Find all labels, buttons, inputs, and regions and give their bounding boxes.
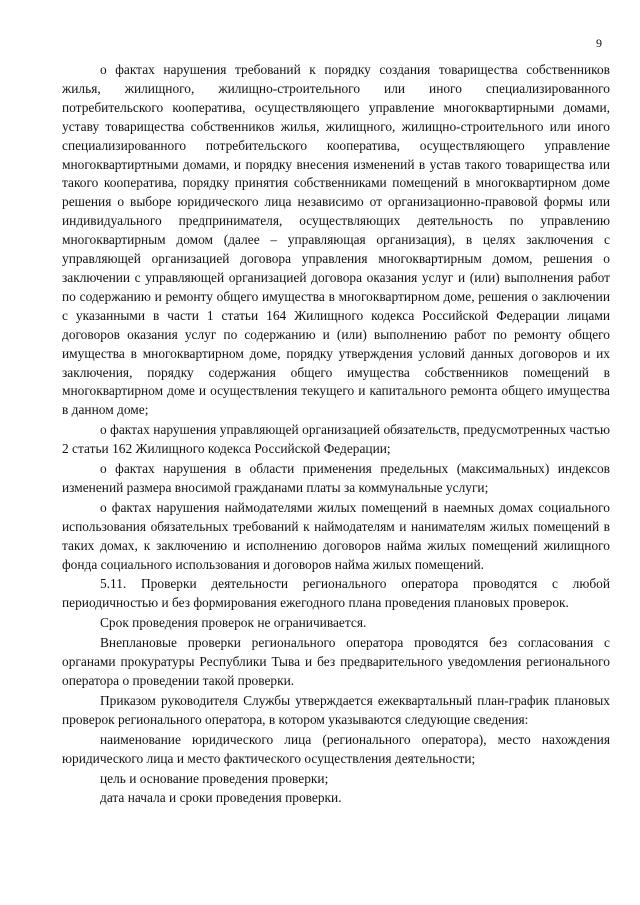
paragraph-plan-item-dates: дата начала и сроки проведения проверки. [100, 790, 342, 806]
paragraph-violations-landlords: о фактах нарушения наймодателями жилых помещений в наемных домах социального использования обязательных требований к наймодателям и нанимателям жилых помещений в таких домах, к заключению и исполнению договоров найма жилых помещений жилищного фонда социального использования и договоров найма жилых помещений. [62, 499, 610, 572]
paragraph-plan-item-name: наименование юридического лица (регионального оператора), место нахождения юридического лица и место фактического осуществления деятельности; [62, 731, 610, 766]
paragraph-violations-utility-index: о фактах нарушения в области применения предельных (максимальных) индексов изменений размера вносимой гражданами платы за коммунальные услуги; [62, 461, 610, 495]
page-number: 9 [596, 36, 602, 50]
paragraph-quarterly-plan: Приказом руководителя Службы утверждается ежеквартальный план-график плановых проверок регионального оператора, в котором указываются следующие сведения: [62, 692, 610, 727]
paragraph-unscheduled-inspections: Внеплановые проверки регионального оператора проводятся без согласования с органами прокуратуры Республики Тыва и без предварительного уведомления регионального оператора о проведении такой проверки. [62, 635, 610, 688]
paragraph-violations-tsj: о фактах нарушения требований к порядку создания товарищества собственников жилья, жилищного, жилищно-строительного или иного специализированного потребительского кооператива, осуществляющего управление многоквартирными домами, уставу товарищества собственников жилья, жилищного, жилищно-строительного или иного специализированного потребительского кооператива, осуществляющего управление многоквартиртными домами, и порядку внесения изменений в устав такого товарищества или такого кооператива, порядку принятия собственниками помещений в многоквартирном доме решения о выборе юридического лица независимо от организационно-правовой формы или индивидуального предпринимателя, осуществляющих деятельность по управлению многоквартирным домом (далее – управляющая организация), в целях заключения с управляющей организацией договора управления многоквартирным домом, решения о заключении с управляющей организацией договора оказания услуг и (или) выполнения работ по содержанию и ремонту общего имущества в многоквартирном доме, решения о заключении с указанными в части 1 статьи 164 Жилищного кодекса Российской Федерации лицами договоров оказания услуг по содержанию и (или) выполнению работ по ремонту общего имущества в многоквартирном доме, порядку утверждения условий данных договоров и их заключения, порядку содержания общего имущества собственников помещений в многоквартирном доме и осуществления текущего и капитального ремонта общего имущества в данном доме; [62, 62, 610, 418]
paragraph-violations-management-org: о фактах нарушения управляющей организацией обязательств, предусмотренных частью 2 статьи 162 Жилищного кодекса Российской Федерации; [62, 422, 610, 457]
paragraph-5-11: 5.11. Проверки деятельности регионального оператора проводятся с любой периодичностью и без формирования ежегодного плана проведения плановых проверок. [62, 576, 610, 611]
paragraph-inspection-term: Срок проведения проверок не ограничивается. [100, 615, 367, 631]
document-body [62, 61, 610, 809]
paragraph-plan-item-purpose: цель и основание проведения проверки; [100, 770, 329, 786]
